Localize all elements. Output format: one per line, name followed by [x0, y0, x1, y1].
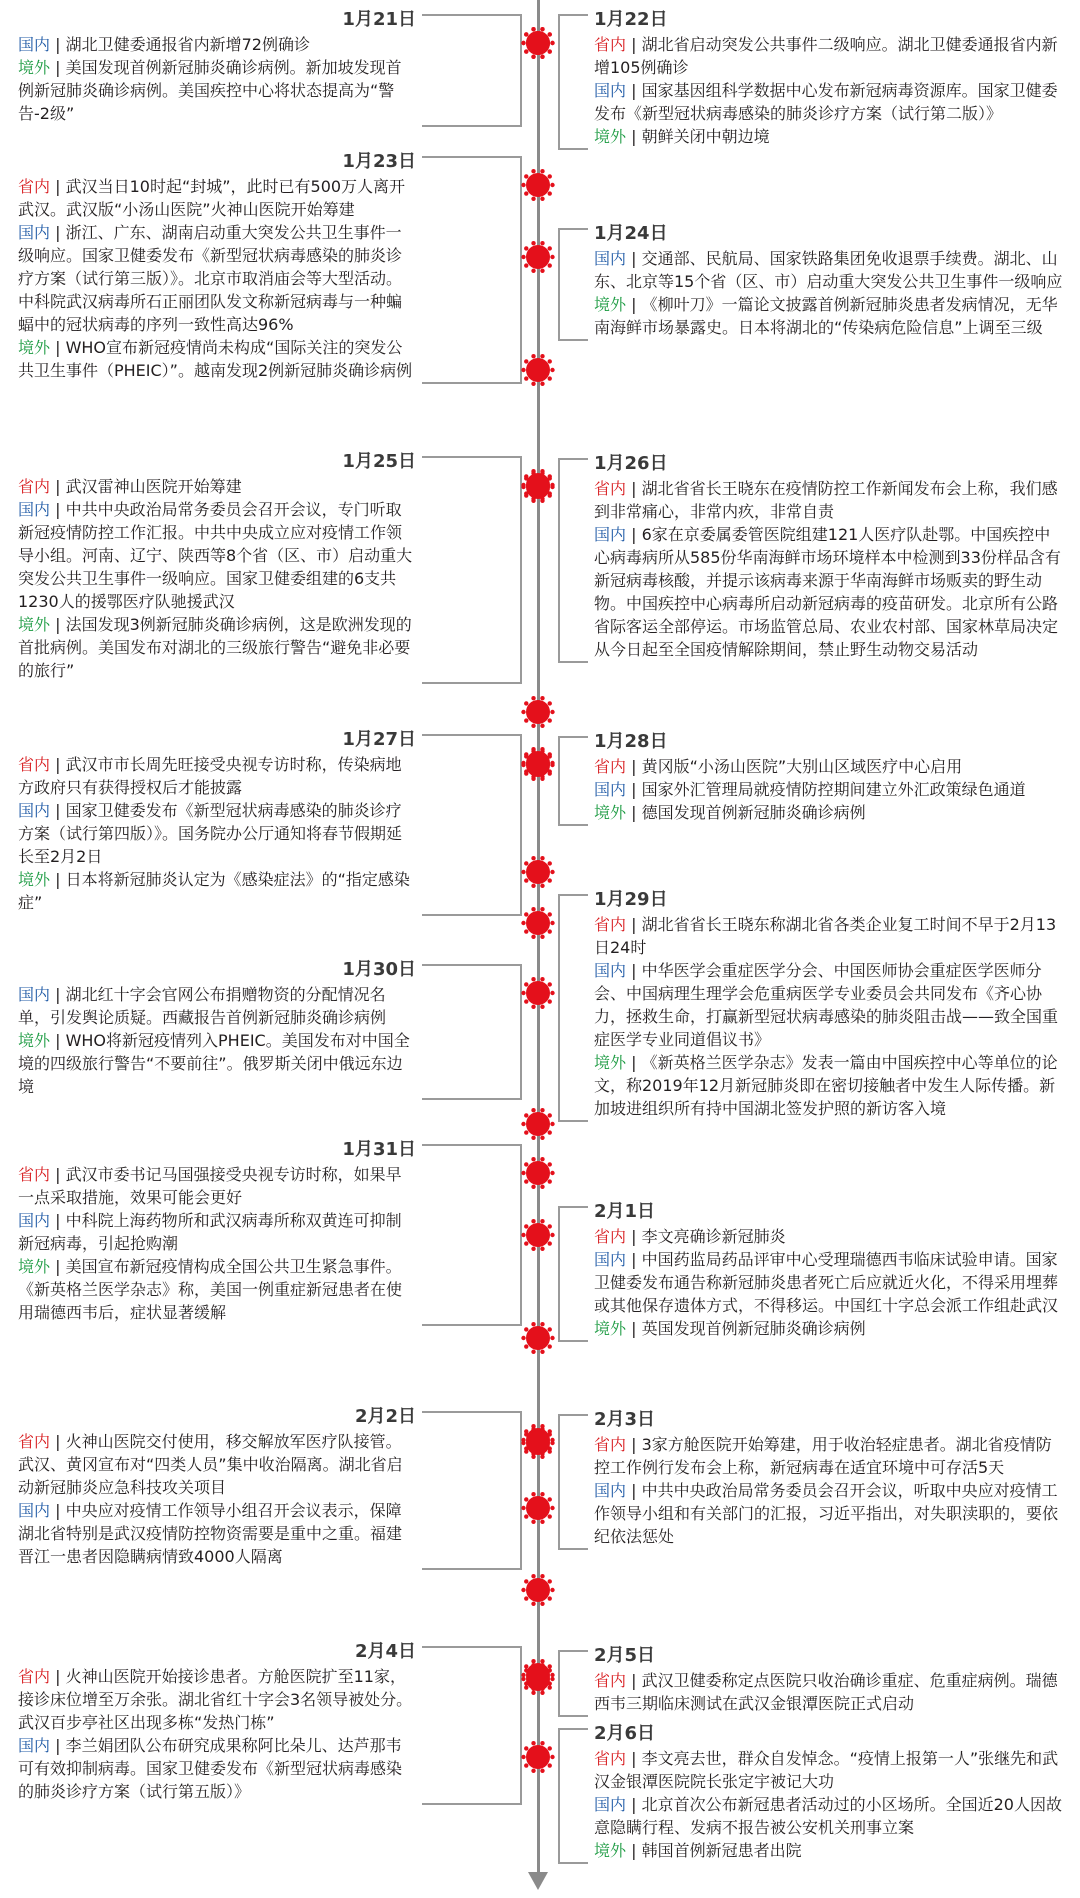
timeline-arrow-icon: [528, 1872, 548, 1890]
entry-item: [594, 755, 1064, 778]
item-text: 德国发现首例新冠肺炎确诊病例: [641, 803, 866, 822]
entry-date: 1月30日: [342, 959, 416, 980]
timeline-dot-icon: [521, 855, 555, 889]
entry-date: 2月2日: [354, 1406, 416, 1427]
entry-date: 1月31日: [342, 1139, 416, 1160]
tag-separator: |: [626, 479, 642, 498]
entry-left-3: [18, 728, 416, 914]
item-text: 湖北卫健委通报省内新增72例确诊: [65, 35, 310, 54]
entry-date: 1月29日: [594, 889, 668, 910]
tag-separator: |: [626, 1481, 642, 1500]
tag-separator: |: [50, 338, 66, 357]
category-tag-province: 省内: [18, 1165, 51, 1184]
entry-right-3: [594, 730, 1064, 824]
entry-item: [594, 1669, 1064, 1715]
timeline-dot-icon: [521, 976, 555, 1010]
entry-item: [18, 1029, 416, 1098]
category-tag-national: 国内: [18, 1501, 51, 1520]
tag-separator: |: [626, 780, 642, 799]
item-text: 6家在京委属委管医院组建121人医疗队赴鄂。中国疾控中心病毒病所从585份华南海鲜市场环境样本中检测到33份样品含有新冠病毒核酸，并提示该病毒来源于华南海鲜市场贩卖的野生动物。中国疾控中心病毒所启动新冠病毒的疫苗研发。北京所有公路省际客运全部停运。市场监管总局、农业农村部、国家林草局决定从今日起至全国疫情解除期间，禁止野生动物交易活动: [594, 525, 1061, 659]
category-tag-national: 国内: [18, 801, 51, 820]
category-tag-national: 国内: [594, 1481, 627, 1500]
entry-item: [594, 1317, 1064, 1340]
entry-item: [18, 1665, 416, 1734]
entry-item: [594, 913, 1064, 959]
category-tag-abroad: 境外: [18, 615, 51, 634]
entry-item: [594, 1793, 1064, 1839]
item-text: 美国发现首例新冠肺炎确诊病例。新加坡发现首例新冠肺炎确诊病例。美国疾控中心将状态提高为“警告-2级”: [18, 58, 402, 123]
entry-bracket: [558, 1414, 588, 1550]
category-tag-province: 省内: [18, 755, 51, 774]
entry-date: 1月24日: [594, 223, 668, 244]
item-text: 浙江、广东、湖南启动重大突发公共卫生事件一级响应。国家卫健委发布《新型冠状病毒感染的肺炎诊疗方案（试行第三版）》。北京市取消庙会等大型活动。中科院武汉病毒所石正丽团队发文称新冠病毒与一种蝙蝠中的冠状病毒的序列一致性高达96%: [18, 223, 403, 334]
category-tag-national: 国内: [18, 1736, 51, 1755]
entry-right-7: [594, 1644, 1064, 1715]
category-tag-abroad: 境外: [18, 58, 51, 77]
category-tag-province: 省内: [594, 1227, 627, 1246]
category-tag-national: 国内: [594, 81, 627, 100]
entry-right-4: [594, 888, 1064, 1120]
item-text: 3家方舱医院开始筹建，用于收治轻症患者。湖北省疫情防控工作例行发布会上称，新冠病毒在适宜环境中可存活5天: [594, 1435, 1052, 1477]
entry-left-7: [18, 1640, 416, 1803]
tag-separator: |: [626, 1319, 642, 1338]
timeline-dot-icon: [521, 1321, 555, 1355]
entry-date: 1月27日: [342, 729, 416, 750]
tag-separator: |: [626, 1053, 642, 1072]
entry-left-4: [18, 958, 416, 1098]
tag-separator: |: [50, 1432, 66, 1451]
category-tag-province: 省内: [594, 35, 627, 54]
entry-date: 1月23日: [342, 151, 416, 172]
entry-right-0: [594, 8, 1064, 148]
entry-left-6: [18, 1405, 416, 1568]
entry-left-2: [18, 450, 416, 682]
entry-item: [594, 801, 1064, 824]
category-tag-abroad: 境外: [594, 295, 627, 314]
entry-bracket: [422, 964, 522, 1100]
entry-item: [18, 1163, 416, 1209]
item-text: 美国宣布新冠疫情构成全国公共卫生紧急事件。《新英格兰医学杂志》称，美国一例重症新冠患者在使用瑞德西韦后，症状显著缓解: [18, 1257, 403, 1322]
entry-item: [594, 247, 1064, 293]
entry-item: [18, 336, 416, 382]
entry-date: 2月3日: [594, 1409, 656, 1430]
item-text: 武汉卫健委称定点医院只收治确诊重症、危重症病例。瑞德西韦三期临床测试在武汉金银潭医院正式启动: [594, 1671, 1058, 1713]
entry-bracket: [422, 1411, 522, 1570]
entry-bracket: [558, 1728, 588, 1864]
category-tag-province: 省内: [594, 479, 627, 498]
item-text: 中共中央政治局常务委员会召开会议，听取中央应对疫情工作领导小组和有关部门的汇报，习近平指出，对失职渎职的，要依纪依法惩处: [594, 1481, 1059, 1546]
category-tag-national: 国内: [18, 35, 51, 54]
entry-bracket: [422, 734, 522, 916]
tag-separator: |: [626, 1250, 642, 1269]
entry-bracket: [558, 736, 588, 826]
tag-separator: |: [50, 615, 66, 634]
entry-bracket: [422, 156, 522, 384]
category-tag-abroad: 境外: [18, 1257, 51, 1276]
item-text: 交通部、民航局、国家铁路集团免收退票手续费。湖北、山东、北京等15个省（区、市）启动重大突发公共卫生事件一级响应: [594, 249, 1063, 291]
category-tag-province: 省内: [18, 1667, 51, 1686]
tag-separator: |: [626, 1435, 642, 1454]
entry-bracket: [558, 14, 588, 150]
category-tag-abroad: 境外: [594, 803, 627, 822]
timeline-dot-icon: [521, 168, 555, 202]
item-text: 武汉市市长周先旺接受央视专访时称，传染病地方政府只有获得授权后才能披露: [18, 755, 402, 797]
entry-date: 2月1日: [594, 1201, 656, 1222]
item-text: 法国发现3例新冠肺炎确诊病例，这是欧洲发现的首批病例。美国发布对湖北的三级旅行警告“避免非必要的旅行”: [18, 615, 412, 680]
tag-separator: |: [50, 1211, 66, 1230]
tag-separator: |: [50, 985, 66, 1004]
entry-item: [594, 1225, 1064, 1248]
entry-item: [18, 175, 416, 221]
category-tag-province: 省内: [18, 477, 51, 496]
tag-separator: |: [50, 477, 66, 496]
category-tag-abroad: 境外: [594, 1841, 627, 1860]
entry-date: 1月28日: [594, 731, 668, 752]
category-tag-province: 省内: [594, 1671, 627, 1690]
category-tag-national: 国内: [594, 249, 627, 268]
tag-separator: |: [626, 249, 642, 268]
entry-item: [594, 33, 1064, 79]
entry-item: [594, 293, 1064, 339]
item-text: WHO宣布新冠疫情尚未构成“国际关注的突发公共卫生事件（PHEIC）”。越南发现2例新冠肺炎确诊病例: [18, 338, 413, 380]
entry-left-5: [18, 1138, 416, 1324]
category-tag-abroad: 境外: [18, 870, 51, 889]
tag-separator: |: [50, 58, 66, 77]
category-tag-national: 国内: [594, 961, 627, 980]
item-text: 国家外汇管理局就疫情防控期间建立外汇政策绿色通道: [641, 780, 1026, 799]
entry-date: 1月26日: [594, 453, 668, 474]
category-tag-abroad: 境外: [594, 1053, 627, 1072]
tag-separator: |: [626, 1749, 642, 1768]
entry-item: [18, 498, 416, 613]
category-tag-abroad: 境外: [18, 338, 51, 357]
item-text: 《柳叶刀》一篇论文披露首例新冠肺炎患者发病情况，无华南海鲜市场暴露史。日本将湖北的“传染病危险信息”上调至三级: [594, 295, 1058, 337]
category-tag-province: 省内: [594, 915, 627, 934]
entry-date: 2月4日: [354, 1641, 416, 1662]
entry-item: [18, 56, 416, 125]
item-text: 中央应对疫情工作领导小组召开会议表示，保障湖北省特别是武汉疫情防控物资需要是重中之重。福建晋江一患者因隐瞒病情致4000人隔离: [18, 1501, 403, 1566]
entry-item: [594, 959, 1064, 1051]
entry-item: [594, 1248, 1064, 1317]
entry-date: 1月22日: [594, 9, 668, 30]
entry-item: [594, 125, 1064, 148]
category-tag-province: 省内: [594, 1749, 627, 1768]
entry-bracket: [422, 1646, 522, 1805]
item-text: 武汉当日10时起“封城”，此时已有500万人离开武汉。武汉版“小汤山医院”火神山医院开始筹建: [18, 177, 406, 219]
entry-item: [18, 613, 416, 682]
entry-bracket: [558, 228, 588, 341]
entry-item: [18, 868, 416, 914]
entry-bracket: [422, 456, 522, 684]
entry-bracket: [422, 1144, 522, 1326]
timeline-dot-icon: [521, 240, 555, 274]
entry-item: [594, 1839, 1064, 1862]
tag-separator: |: [50, 870, 66, 889]
entry-right-6: [594, 1408, 1064, 1548]
entry-item: [18, 33, 416, 56]
category-tag-province: 省内: [594, 1435, 627, 1454]
tag-separator: |: [626, 127, 642, 146]
item-text: 北京首次公布新冠患者活动过的小区场所。全国近20人因故意隐瞒行程、发病不报告被公安机关刑事立案: [594, 1795, 1062, 1837]
item-text: 火神山医院交付使用，移交解放军医疗队接管。武汉、黄冈宣布对“四类人员”集中收治隔离。湖北省启动新冠肺炎应急科技攻关项目: [18, 1432, 403, 1497]
timeline-dot-icon: [521, 1662, 555, 1696]
tag-separator: |: [626, 915, 642, 934]
category-tag-province: 省内: [18, 177, 51, 196]
item-text: 黄冈版“小汤山医院”大别山区域医疗中心启用: [641, 757, 963, 776]
category-tag-national: 国内: [18, 1211, 51, 1230]
item-text: 湖北省省长王晓东称湖北省各类企业复工时间不早于2月13日24时: [594, 915, 1057, 957]
category-tag-national: 国内: [18, 985, 51, 1004]
entry-item: [18, 221, 416, 336]
entry-bracket: [558, 1650, 588, 1717]
entry-bracket: [558, 1206, 588, 1342]
tag-separator: |: [50, 801, 66, 820]
category-tag-national: 国内: [18, 500, 51, 519]
item-text: 中华医学会重症医学分会、中国医师协会重症医学医师分会、中国病理生理学会危重病医学专业委员会共同发布《齐心协力，拯救生命，打赢新型冠状病毒感染的肺炎阻击战——致全国重症医学专业同道倡议书》: [594, 961, 1059, 1049]
entry-date: 2月6日: [594, 1723, 656, 1744]
tag-separator: |: [50, 1501, 66, 1520]
entry-item: [18, 475, 416, 498]
tag-separator: |: [626, 295, 642, 314]
item-text: 湖北红十字会官网公布捐赠物资的分配情况名单，引发舆论质疑。西藏报告首例新冠肺炎确诊病例: [18, 985, 387, 1027]
tag-separator: |: [626, 1671, 642, 1690]
category-tag-province: 省内: [594, 757, 627, 776]
timeline-dot-icon: [521, 1740, 555, 1774]
timeline-dot-icon: [521, 1426, 555, 1460]
category-tag-abroad: 境外: [18, 1031, 51, 1050]
category-tag-national: 国内: [18, 223, 51, 242]
item-text: 英国发现首例新冠肺炎确诊病例: [641, 1319, 866, 1338]
entry-right-1: [594, 222, 1064, 339]
timeline-dot-icon: [521, 1573, 555, 1607]
timeline-dot-icon: [521, 26, 555, 60]
entry-item: [18, 983, 416, 1029]
entry-bracket: [422, 14, 522, 127]
item-text: 韩国首例新冠患者出院: [641, 1841, 802, 1860]
entry-item: [18, 753, 416, 799]
timeline-dot-icon: [521, 353, 555, 387]
entry-item: [594, 1479, 1064, 1548]
item-text: 火神山医院开始接诊患者。方舱医院扩至11家，接诊床位增至万余张。湖北省红十字会3名领导被处分。武汉百步亭社区出现多栋“发热门栋”: [18, 1667, 413, 1732]
tag-separator: |: [626, 525, 642, 544]
entry-date: 1月25日: [342, 451, 416, 472]
timeline-dot-icon: [521, 1156, 555, 1190]
tag-separator: |: [50, 1031, 66, 1050]
entry-right-5: [594, 1200, 1064, 1340]
timeline-dot-icon: [521, 470, 555, 504]
entry-item: [594, 1433, 1064, 1479]
entry-date: 1月21日: [342, 9, 416, 30]
timeline-dot-icon: [521, 695, 555, 729]
entry-item: [18, 799, 416, 868]
tag-separator: |: [50, 755, 66, 774]
item-text: 朝鲜关闭中朝边境: [641, 127, 770, 146]
tag-separator: |: [626, 1841, 642, 1860]
item-text: 李文亮确诊新冠肺炎: [641, 1227, 786, 1246]
item-text: 日本将新冠肺炎认定为《感染症法》的“指定感染症”: [18, 870, 410, 912]
category-tag-national: 国内: [594, 525, 627, 544]
category-tag-province: 省内: [18, 1432, 51, 1451]
tag-separator: |: [626, 757, 642, 776]
item-text: 湖北省启动突发公共事件二级响应。湖北卫健委通报省内新增105例确诊: [594, 35, 1058, 77]
entry-item: [594, 79, 1064, 125]
entry-item: [18, 1255, 416, 1324]
item-text: 国家基因组科学数据中心发布新冠病毒资源库。国家卫健委发布《新型冠状病毒感染的肺炎诊疗方案（试行第二版）》: [594, 81, 1058, 123]
tag-separator: |: [626, 1795, 642, 1814]
category-tag-abroad: 境外: [594, 1319, 627, 1338]
tag-separator: |: [50, 1667, 66, 1686]
item-text: 中科院上海药物所和武汉病毒所称双黄连可抑制新冠病毒，引起抢购潮: [18, 1211, 402, 1253]
item-text: 武汉市委书记马国强接受央视专访时称，如果早一点采取措施，效果可能会更好: [18, 1165, 402, 1207]
tag-separator: |: [50, 35, 66, 54]
entry-right-2: [594, 452, 1064, 661]
item-text: 武汉雷神山医院开始筹建: [65, 477, 242, 496]
entry-right-8: [594, 1722, 1064, 1862]
tag-separator: |: [50, 500, 66, 519]
category-tag-national: 国内: [594, 1795, 627, 1814]
tag-separator: |: [626, 1227, 642, 1246]
item-text: 中共中央政治局常务委员会召开会议，专门听取新冠疫情防控工作汇报。中共中央成立应对疫情工作领导小组。河南、辽宁、陕西等8个省（区、市）启动重大突发公共卫生事件一级响应。国家卫健委组建的6支共1230人的援鄂医疗队驰援武汉: [18, 500, 413, 611]
entry-item: [18, 1499, 416, 1568]
entry-date: 2月5日: [594, 1645, 656, 1666]
category-tag-national: 国内: [594, 780, 627, 799]
tag-separator: |: [626, 961, 642, 980]
entry-item: [18, 1209, 416, 1255]
entry-left-0: [18, 8, 416, 125]
timeline-dot-icon: [521, 748, 555, 782]
tag-separator: |: [50, 177, 66, 196]
entry-item: [594, 1051, 1064, 1120]
tag-separator: |: [50, 223, 66, 242]
item-text: 李兰娟团队公布研究成果称阿比朵儿、达芦那韦可有效抑制病毒。国家卫健委发布《新型冠状病毒感染的肺炎诊疗方案（试行第五版）》: [18, 1736, 403, 1801]
tag-separator: |: [50, 1165, 66, 1184]
tag-separator: |: [626, 35, 642, 54]
tag-separator: |: [50, 1736, 66, 1755]
tag-separator: |: [50, 1257, 66, 1276]
entry-item: [18, 1734, 416, 1803]
item-text: 中国药监局药品评审中心受理瑞德西韦临床试验申请。国家卫健委发布通告称新冠肺炎患者死亡后应就近火化，不得采用埋葬或其他保存遗体方式，不得移运。中国红十字总会派工作组赴武汉: [594, 1250, 1059, 1315]
item-text: 国家卫健委发布《新型冠状病毒感染的肺炎诊疗方案（试行第四版）》。国务院办公厅通知将春节假期延长至2月2日: [18, 801, 403, 866]
entry-bracket: [558, 458, 588, 663]
entry-item: [594, 477, 1064, 523]
entry-left-1: [18, 150, 416, 382]
entry-item: [594, 523, 1064, 661]
entry-item: [594, 778, 1064, 801]
category-tag-abroad: 境外: [594, 127, 627, 146]
entry-item: [594, 1747, 1064, 1793]
entry-item: [18, 1430, 416, 1499]
item-text: WHO将新冠疫情列入PHEIC。美国发布对中国全境的四级旅行警告“不要前往”。俄罗斯关闭中俄远东边境: [18, 1031, 410, 1096]
timeline-dot-icon: [521, 1491, 555, 1525]
entry-bracket: [558, 894, 588, 1122]
timeline-dot-icon: [521, 906, 555, 940]
tag-separator: |: [626, 81, 642, 100]
timeline-dot-icon: [521, 1218, 555, 1252]
category-tag-national: 国内: [594, 1250, 627, 1269]
item-text: 《新英格兰医学杂志》发表一篇由中国疾控中心等单位的论文，称2019年12月新冠肺炎即在密切接触者中发生人际传播。新加坡进组织所有持中国湖北签发护照的新访客入境: [594, 1053, 1058, 1118]
tag-separator: |: [626, 803, 642, 822]
item-text: 李文亮去世，群众自发悼念。“疫情上报第一人”张继先和武汉金银潭医院院长张定宇被记大功: [594, 1749, 1059, 1791]
item-text: 湖北省省长王晓东在疫情防控工作新闻发布会上称，我们感到非常痛心，非常内疚，非常自责: [594, 479, 1058, 521]
timeline-dot-icon: [521, 1107, 555, 1141]
